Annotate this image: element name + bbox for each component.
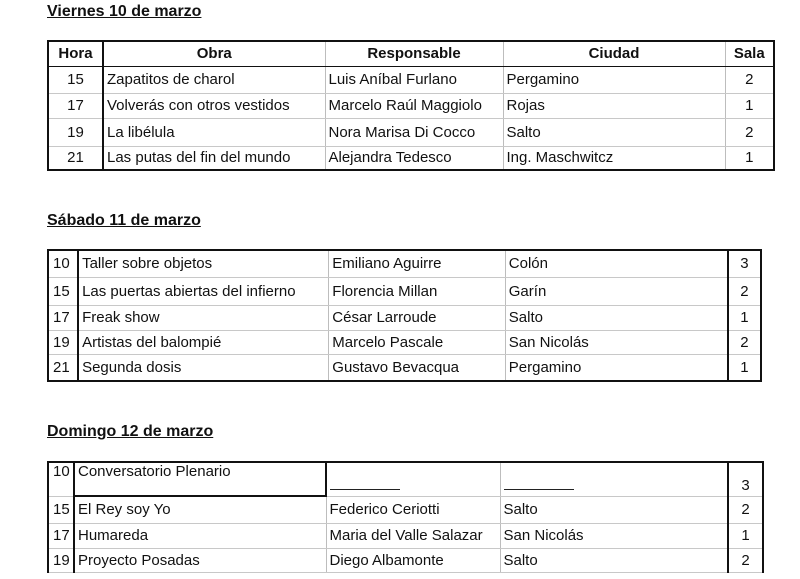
- cell-obra: Humareda: [74, 523, 326, 548]
- cell-obra: Artistas del balompié: [78, 330, 329, 354]
- cell-responsable: César Larroude: [329, 305, 505, 330]
- cell-obra: Segunda dosis: [78, 354, 329, 381]
- cell-ciudad: Salto: [505, 305, 728, 330]
- cell-hora: 19: [48, 548, 74, 572]
- cell-ciudad: Salto: [500, 548, 728, 572]
- cell-obra: Las putas del fin del mundo: [103, 146, 325, 170]
- cell-obra: Zapatitos de charol: [103, 66, 325, 93]
- header-ciudad: Ciudad: [503, 41, 725, 66]
- cell-ciudad: Salto: [500, 496, 728, 523]
- cell-sala: 2: [728, 548, 763, 572]
- table-row: [48, 250, 761, 277]
- cell-responsable: Marcelo Raúl Maggiolo: [325, 93, 503, 118]
- day-title-domingo: Domingo 12 de marzo: [47, 423, 214, 440]
- table-row: [48, 548, 763, 572]
- cell-responsable: Maria del Valle Salazar: [326, 523, 500, 548]
- cell-obra: La libélula: [103, 118, 325, 146]
- cell-sala: 1: [725, 146, 774, 170]
- schedule-table-viernes: [47, 40, 775, 171]
- cell-sala: 1: [728, 523, 763, 548]
- cell-sala: 3: [728, 462, 763, 496]
- cell-responsable: Diego Albamonte: [326, 548, 500, 572]
- cell-hora: 19: [48, 330, 78, 354]
- table-row: [48, 305, 761, 330]
- header-hora: Hora: [48, 41, 103, 66]
- cell-hora: 21: [48, 146, 103, 170]
- cell-sala: 1: [728, 305, 761, 330]
- cell-hora: 17: [48, 93, 103, 118]
- table-row: [48, 354, 761, 381]
- table-row: [48, 496, 763, 523]
- cell-ciudad: Salto: [503, 118, 725, 146]
- schedule-table-sabado: [47, 249, 762, 382]
- cell-hora: 10: [48, 250, 78, 277]
- cell-responsable: Emiliano Aguirre: [329, 250, 505, 277]
- cell-responsable: Florencia Millan: [329, 277, 505, 305]
- cell-ciudad: [500, 462, 728, 496]
- table-row: [48, 330, 761, 354]
- table-row: [48, 523, 763, 548]
- cell-obra: El Rey soy Yo: [74, 496, 326, 523]
- cell-sala: 1: [728, 354, 761, 381]
- cell-sala: 3: [728, 250, 761, 277]
- header-responsable: Responsable: [325, 41, 503, 66]
- cell-responsable: Luis Aníbal Furlano: [325, 66, 503, 93]
- cell-hora: 10: [48, 462, 74, 496]
- header-sala: Sala: [725, 41, 774, 66]
- cell-sala: 2: [728, 277, 761, 305]
- cell-hora: 17: [48, 305, 78, 330]
- cell-hora: 15: [48, 496, 74, 523]
- cell-obra: Conversatorio Plenario: [74, 462, 326, 496]
- cell-responsable: Marcelo Pascale: [329, 330, 505, 354]
- cell-obra: Las puertas abiertas del infierno: [78, 277, 329, 305]
- cell-sala: 1: [725, 93, 774, 118]
- cell-ciudad: Pergamino: [503, 66, 725, 93]
- cell-obra: Volverás con otros vestidos: [103, 93, 325, 118]
- cell-hora: 15: [48, 277, 78, 305]
- day-title-sabado: Sábado 11 de marzo: [47, 212, 201, 229]
- cell-ciudad: Ing. Maschwitcz: [503, 146, 725, 170]
- cell-obra: Taller sobre objetos: [78, 250, 329, 277]
- cell-responsable: Alejandra Tedesco: [325, 146, 503, 170]
- cell-ciudad: San Nicolás: [500, 523, 728, 548]
- cell-ciudad: San Nicolás: [505, 330, 728, 354]
- cell-sala: 2: [728, 496, 763, 523]
- table-row: [48, 462, 763, 496]
- cell-sala: 2: [728, 330, 761, 354]
- cell-sala: 2: [725, 66, 774, 93]
- empty-dash: [330, 483, 400, 490]
- cell-obra: Proyecto Posadas: [74, 548, 326, 572]
- table-row: [48, 277, 761, 305]
- table-row: [48, 93, 774, 118]
- cell-hora: 17: [48, 523, 74, 548]
- cell-hora: 15: [48, 66, 103, 93]
- cell-obra: Freak show: [78, 305, 329, 330]
- cell-ciudad: Pergamino: [505, 354, 728, 381]
- cell-hora: 21: [48, 354, 78, 381]
- cell-ciudad: Garín: [505, 277, 728, 305]
- empty-dash: [504, 483, 574, 490]
- cell-responsable: [326, 462, 500, 496]
- table-row: [48, 146, 774, 170]
- cell-ciudad: Colón: [505, 250, 728, 277]
- cell-responsable: Gustavo Bevacqua: [329, 354, 505, 381]
- day-title-viernes: Viernes 10 de marzo: [47, 3, 202, 20]
- header-obra: Obra: [103, 41, 325, 66]
- cell-responsable: Federico Ceriotti: [326, 496, 500, 523]
- schedule-table-domingo: [47, 461, 764, 573]
- table-row: [48, 118, 774, 146]
- table-header-row: [48, 41, 774, 66]
- cell-sala: 2: [725, 118, 774, 146]
- table-row: [48, 66, 774, 93]
- cell-responsable: Nora Marisa Di Cocco: [325, 118, 503, 146]
- cell-hora: 19: [48, 118, 103, 146]
- cell-ciudad: Rojas: [503, 93, 725, 118]
